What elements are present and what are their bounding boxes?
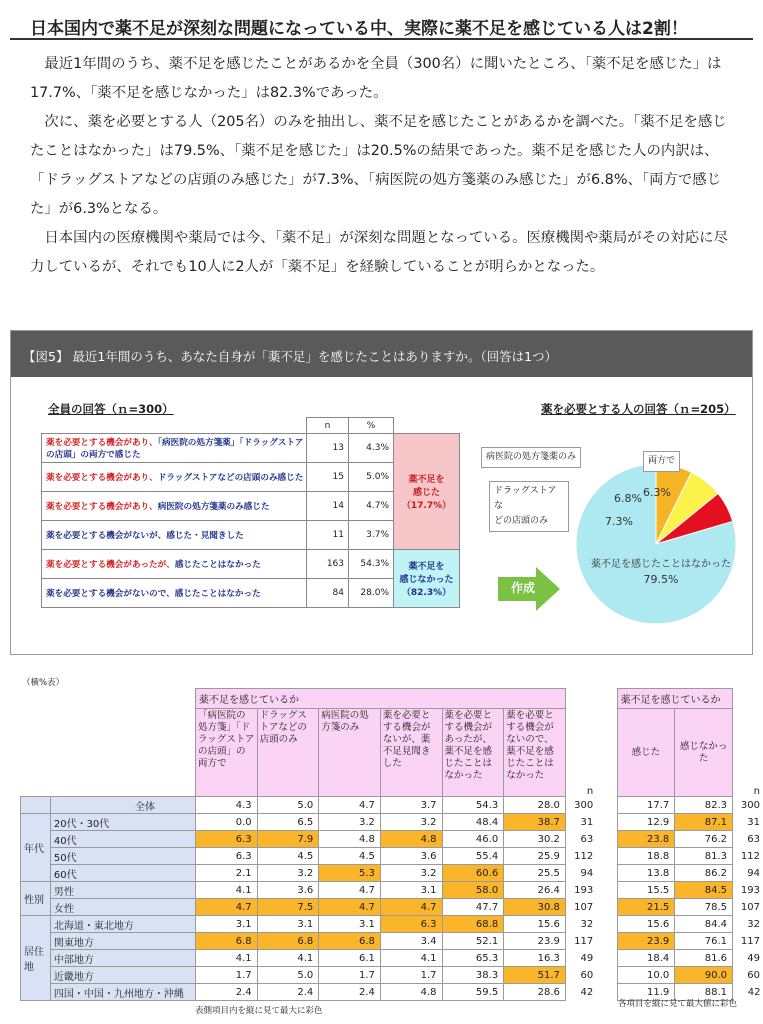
figure-5	[10, 330, 753, 655]
right-cell: 23.8	[617, 831, 675, 848]
summary-pct: 3.7%	[349, 521, 394, 550]
table-cell: 4.8	[380, 984, 442, 1001]
table-cell: 2.1	[195, 865, 257, 882]
body-text	[30, 50, 730, 282]
table-cell: 6.8	[195, 933, 257, 950]
table-cell: 38.3	[442, 967, 504, 984]
callout-store-line-2: どの店頭のみ	[494, 516, 549, 526]
table-cell: 5.3	[319, 865, 381, 882]
table-row	[21, 831, 763, 848]
row-label: 40代	[50, 831, 195, 848]
col-header: 「病医院の処方箋」「ドラッグストアの店頭」の両方で	[195, 709, 257, 797]
summary-label: 薬を必要とする機会がないので、感じたことはなかった	[42, 579, 307, 608]
table-cell: 16.3	[504, 950, 566, 967]
table-row	[21, 865, 763, 882]
table-cell: 3.7	[380, 797, 442, 814]
summary-label: 薬を必要とする機会があり、ドラッグストアなどの店頭のみ感じた	[42, 463, 307, 492]
summary-pct: 4.7%	[349, 492, 394, 521]
right-cell: 88.1	[675, 984, 733, 1001]
table-cell: 2.4	[319, 984, 381, 1001]
right-cell: 86.2	[675, 865, 733, 882]
unit-note: （横%表）	[22, 678, 65, 688]
table-cell: 4.5	[257, 848, 319, 865]
summary-pct: 54.3%	[349, 550, 394, 579]
table-cell: 48.4	[442, 814, 504, 831]
group-felt: 薬不足を 感じた （17.7%）	[394, 434, 460, 550]
summary-label: 薬を必要とする機会があり、「病医院の処方箋薬」「ドラッグストアの店頭」の両方で感じた	[42, 434, 307, 463]
col-pct-header: %	[349, 418, 394, 434]
right-cell: 18.8	[617, 848, 675, 865]
crosstab-table	[20, 688, 763, 1001]
right-title: 薬を必要とする人の回答（ｎ=205）	[541, 402, 736, 416]
table-cell: 4.5	[319, 848, 381, 865]
right-cell: 10.0	[617, 967, 675, 984]
row-group: 性別	[21, 882, 51, 916]
n-header: n	[586, 785, 594, 797]
group-header-right: 薬不足を感じているか	[617, 689, 732, 709]
row-n: 31	[580, 816, 594, 828]
right-col-header: 感じた	[617, 709, 675, 797]
row-n2: 49	[747, 952, 760, 964]
table-cell: 6.8	[319, 933, 381, 950]
table-row	[21, 967, 763, 984]
row-label: 60代	[50, 865, 195, 882]
n2-header: n	[753, 785, 760, 797]
summary-n: 84	[307, 579, 349, 608]
table-cell: 1.7	[380, 967, 442, 984]
col-header: 病医院の処方箋のみ	[319, 709, 381, 797]
table-cell: 4.1	[195, 882, 257, 899]
pie-chart	[571, 459, 741, 629]
table-cell: 5.0	[257, 967, 319, 984]
table-row	[21, 950, 763, 967]
right-cell: 84.4	[675, 916, 733, 933]
figure-header: 【図5】 最近1年間のうち、あなた自身が「薬不足」を感じたことはありますか。（回答は1つ）	[11, 331, 752, 377]
summary-pct: 5.0%	[349, 463, 394, 492]
table-cell: 7.9	[257, 831, 319, 848]
right-cell: 78.5	[675, 899, 733, 916]
right-cell: 15.5	[617, 882, 675, 899]
summary-n: 163	[307, 550, 349, 579]
table-cell: 6.1	[319, 950, 381, 967]
table-cell: 58.0	[442, 882, 504, 899]
table-row	[21, 848, 763, 865]
table-cell: 3.6	[257, 882, 319, 899]
headline: 日本国内で薬不足が深刻な問題になっている中、実際に薬不足を感じている人は2割！	[10, 8, 753, 40]
pie-value-label: 6.3%	[643, 486, 671, 499]
row-label: 中部地方	[50, 950, 195, 967]
summary-label: 薬を必要とする機会があったが、感じたことはなかった	[42, 550, 307, 579]
row-group: 居住地	[21, 916, 51, 1001]
table-cell: 3.1	[380, 882, 442, 899]
table-cell: 38.7	[504, 814, 566, 831]
left-title: 全員の回答（ｎ=300）	[48, 402, 174, 416]
summary-n: 13	[307, 434, 349, 463]
summary-n: 15	[307, 463, 349, 492]
row-n2: 107	[740, 901, 760, 913]
col-header: ドラッグストアなどの店頭のみ	[257, 709, 319, 797]
table-cell: 59.5	[442, 984, 504, 1001]
callout-both: 両方で	[643, 451, 680, 472]
table-cell: 1.7	[195, 967, 257, 984]
row-n2: 300	[740, 799, 760, 811]
row-n2: 31	[747, 816, 760, 828]
table-cell: 2.4	[257, 984, 319, 1001]
summary-label: 薬を必要とする機会があり、病医院の処方箋薬のみ感じた	[42, 492, 307, 521]
row-n2: 60	[747, 969, 760, 981]
table-cell: 2.4	[195, 984, 257, 1001]
right-cell: 76.2	[675, 831, 733, 848]
right-cell: 76.1	[675, 933, 733, 950]
table-cell: 51.7	[504, 967, 566, 984]
row-n2: 193	[740, 884, 760, 896]
row-group: 年代	[21, 814, 51, 882]
footnote-left: 表側項目内を縦に見て最大に彩色	[195, 1006, 323, 1016]
row-label: 関東地方	[50, 933, 195, 950]
row-label: 女性	[50, 899, 195, 916]
right-cell: 15.6	[617, 916, 675, 933]
summary-pct: 4.3%	[349, 434, 394, 463]
table-row	[21, 797, 763, 814]
paragraph-2: 次に、薬を必要とする人（205名）のみを抽出し、薬不足を感じたことがあるかを調べた。「薬不足を感じたことはなかった」は79.5%、「薬不足を感じた」は20.5%の結果であった。薬不足を感じた人の内訳は、「ドラッグストアなどの店頭のみ感じた」が7.3%、「病医院の処方箋薬のみ感じた」が6.8%、「両方で感じた」が6.3%となる。	[30, 114, 727, 217]
right-cell: 17.7	[617, 797, 675, 814]
summary-row	[42, 434, 460, 463]
table-cell: 0.0	[195, 814, 257, 831]
table-cell: 26.4	[504, 882, 566, 899]
table-cell: 6.5	[257, 814, 319, 831]
table-cell: 55.4	[442, 848, 504, 865]
row-n: 42	[580, 986, 594, 998]
table-cell: 4.8	[319, 831, 381, 848]
right-cell: 18.4	[617, 950, 675, 967]
table-cell: 3.6	[380, 848, 442, 865]
table-cell: 25.5	[504, 865, 566, 882]
table-row	[21, 933, 763, 950]
row-n: 117	[574, 935, 594, 947]
right-cell: 81.3	[675, 848, 733, 865]
table-cell: 3.1	[195, 916, 257, 933]
table-cell: 6.3	[380, 916, 442, 933]
callout-rx-only: 病医院の処方箋薬のみ	[481, 447, 581, 468]
table-cell: 4.8	[380, 831, 442, 848]
table-cell: 25.9	[504, 848, 566, 865]
table-row	[21, 814, 763, 831]
col-header: 薬を必要とする機会があったが、薬不足を感じたことはなかった	[442, 709, 504, 797]
row-n: 49	[580, 952, 594, 964]
table-cell: 28.0	[504, 797, 566, 814]
group-header-left: 薬不足を感じているか	[195, 689, 565, 709]
table-cell: 15.6	[504, 916, 566, 933]
row-n: 112	[574, 850, 594, 862]
right-col-header: 感じなかった	[675, 709, 733, 797]
row-n: 32	[580, 918, 594, 930]
row-n2: 42	[747, 986, 761, 998]
paragraph-3: 日本国内の医療機関や薬局では今、「薬不足」が深刻な問題となっている。医療機関や薬局がその対応に尽力しているが、それでも10人に2人が「薬不足」を経験していることが明らかとなった。	[30, 230, 728, 275]
table-cell: 6.3	[195, 848, 257, 865]
right-cell: 84.5	[675, 882, 733, 899]
callout-store-only	[489, 481, 569, 532]
table-row	[21, 916, 763, 933]
row-n: 107	[574, 901, 594, 913]
row-n2: 94	[747, 867, 760, 879]
table-cell: 4.1	[380, 950, 442, 967]
row-label: 北海道・東北地方	[50, 916, 195, 933]
callout-store-line-1: ドラッグストアな	[494, 486, 557, 511]
row-n2: 112	[740, 850, 760, 862]
table-cell: 4.1	[195, 950, 257, 967]
table-cell: 3.1	[319, 916, 381, 933]
row-n2: 32	[747, 918, 760, 930]
table-cell: 3.4	[380, 933, 442, 950]
table-cell: 4.7	[380, 899, 442, 916]
table-cell: 3.1	[257, 916, 319, 933]
row-n2: 117	[740, 935, 760, 947]
arrow-label: 作成	[511, 581, 536, 595]
right-cell: 87.1	[675, 814, 733, 831]
paragraph-1: 最近1年間のうち、薬不足を感じたことがあるかを全員（300名）に聞いたところ、「薬不足を感じた」は17.7%、「薬不足を感じなかった」は82.3%であった。	[30, 56, 722, 101]
right-cell: 21.5	[617, 899, 675, 916]
table-cell: 68.8	[442, 916, 504, 933]
table-cell: 28.6	[504, 984, 566, 1001]
table-row	[21, 882, 763, 899]
table-cell: 4.3	[195, 797, 257, 814]
row-label: 50代	[50, 848, 195, 865]
row-n: 63	[580, 833, 594, 845]
row-n: 300	[574, 799, 594, 811]
summary-n: 14	[307, 492, 349, 521]
row-label: 全体	[50, 797, 195, 814]
table-cell: 46.0	[442, 831, 504, 848]
footnote-right: 各項目を縦に見て最大値に彩色	[618, 999, 738, 1009]
table-cell: 1.7	[319, 967, 381, 984]
row-n: 60	[580, 969, 594, 981]
table-cell: 6.8	[257, 933, 319, 950]
summary-n: 11	[307, 521, 349, 550]
table-cell: 4.7	[319, 899, 381, 916]
table-cell: 4.7	[319, 882, 381, 899]
table-cell: 3.2	[380, 865, 442, 882]
table-cell: 47.7	[442, 899, 504, 916]
row-n2: 63	[747, 833, 760, 845]
table-cell: 30.2	[504, 831, 566, 848]
table-cell: 52.1	[442, 933, 504, 950]
row-label: 近畿地方	[50, 967, 195, 984]
summary-label: 薬を必要とする機会がないが、感じた・見聞きした	[42, 521, 307, 550]
col-n-header: n	[307, 418, 349, 434]
table-cell: 5.0	[257, 797, 319, 814]
right-cell: 81.6	[675, 950, 733, 967]
right-cell: 13.8	[617, 865, 675, 882]
table-cell: 30.8	[504, 899, 566, 916]
col-header: 薬を必要とする機会がないので、薬不足を感じたことはなかった	[504, 709, 566, 797]
col-header: 薬を必要とする機会がないが、薬不足見聞きした	[380, 709, 442, 797]
pie-slice-label: 薬不足を感じたことはなかった	[591, 559, 731, 570]
right-cell: 12.9	[617, 814, 675, 831]
table-cell: 4.7	[195, 899, 257, 916]
table-cell: 4.7	[319, 797, 381, 814]
pie-value-label: 6.8%	[614, 492, 642, 505]
table-cell: 65.3	[442, 950, 504, 967]
table-cell: 6.3	[195, 831, 257, 848]
right-cell: 23.9	[617, 933, 675, 950]
row-label: 男性	[50, 882, 195, 899]
table-row	[21, 899, 763, 916]
table-cell: 60.6	[442, 865, 504, 882]
row-label: 四国・中国・九州地方・沖縄	[50, 984, 195, 1001]
summary-row	[42, 550, 460, 579]
pie-value-label: 7.3%	[605, 515, 633, 528]
row-n: 193	[574, 884, 594, 896]
row-label: 20代・30代	[50, 814, 195, 831]
table-cell: 3.2	[380, 814, 442, 831]
row-n: 94	[580, 867, 594, 879]
table-cell: 3.2	[257, 865, 319, 882]
right-cell: 82.3	[675, 797, 733, 814]
summary-pct: 28.0%	[349, 579, 394, 608]
summary-table	[41, 417, 460, 608]
table-cell: 3.2	[319, 814, 381, 831]
right-cell: 11.9	[617, 984, 675, 1001]
table-cell: 54.3	[442, 797, 504, 814]
group-notfelt: 薬不足を 感じなかった （82.3%）	[394, 550, 460, 608]
right-cell: 90.0	[675, 967, 733, 984]
table-cell: 23.9	[504, 933, 566, 950]
table-cell: 7.5	[257, 899, 319, 916]
table-cell: 4.1	[257, 950, 319, 967]
pie-value-label: 79.5%	[643, 573, 679, 586]
